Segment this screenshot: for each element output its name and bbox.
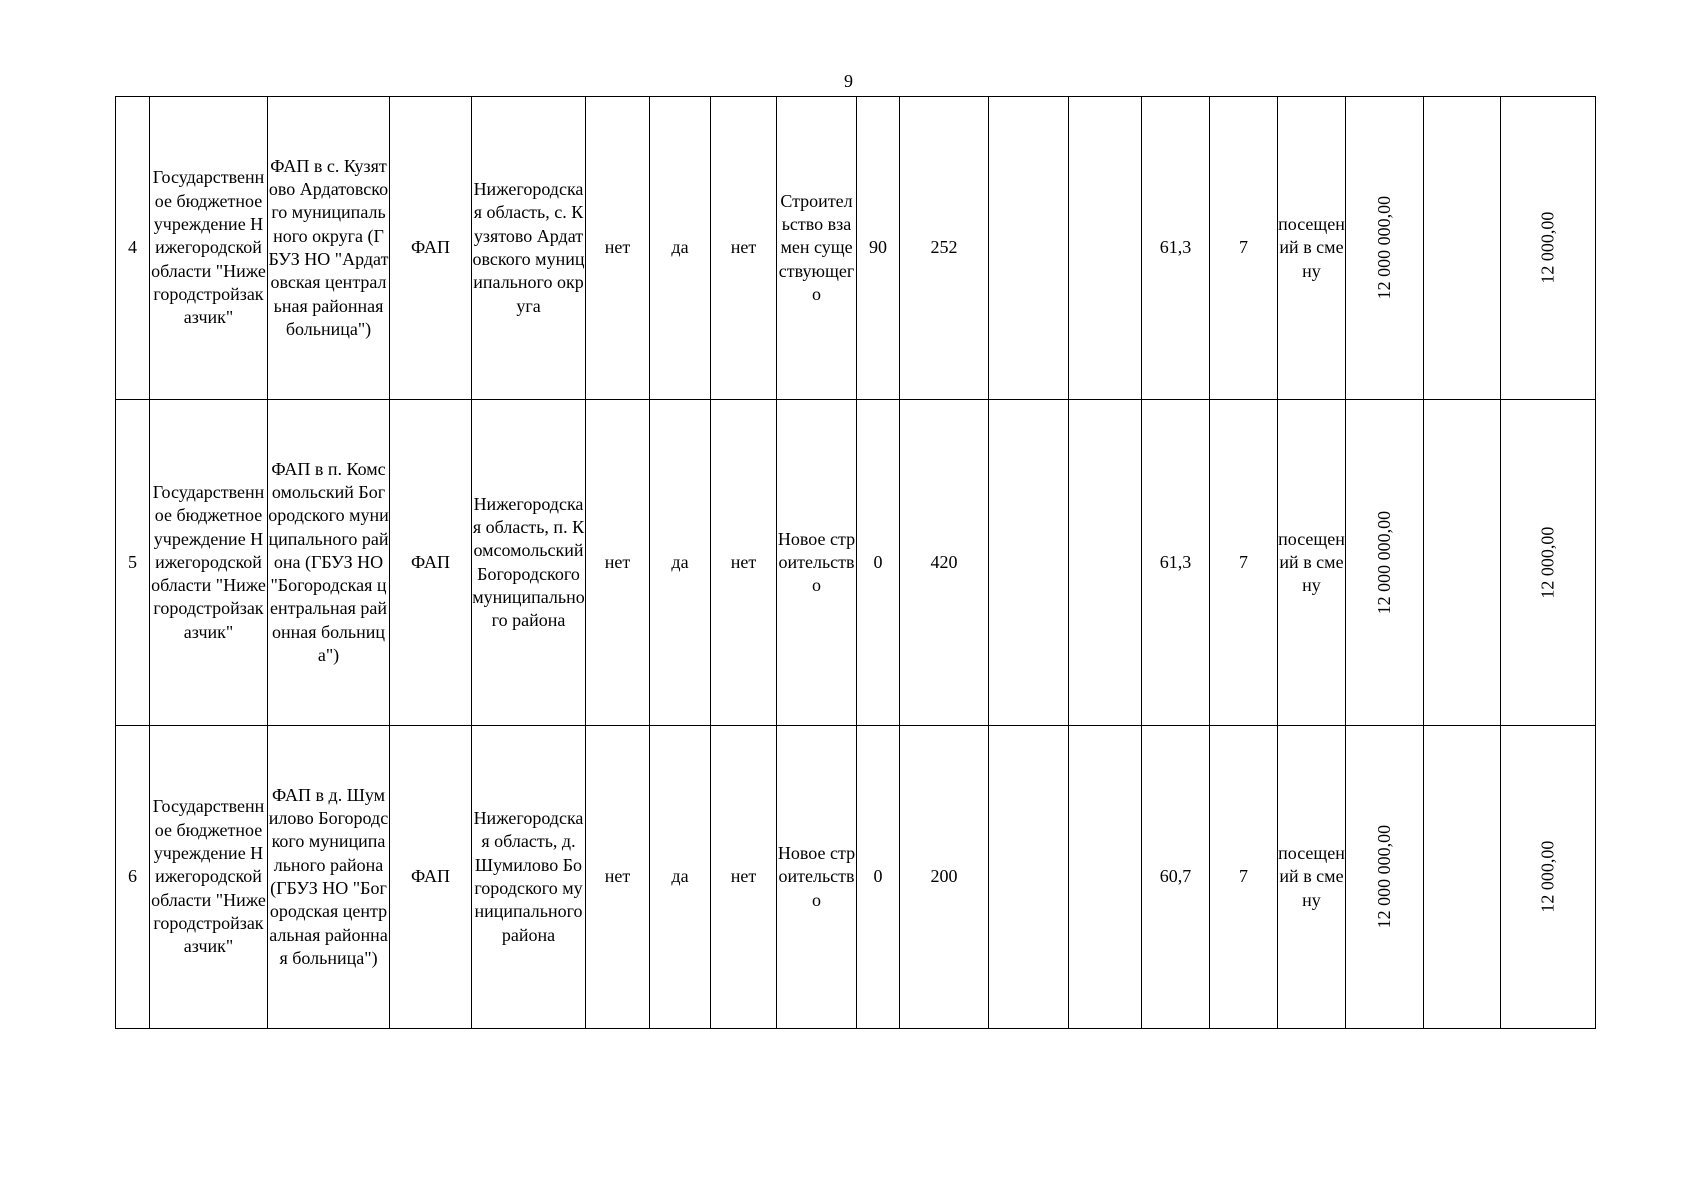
value-cell-2: 420 (900, 400, 989, 726)
table-row (116, 400, 1596, 726)
work-type-cell: Новое строительство (777, 726, 857, 1029)
amount2-text: 12 000,00 (1537, 211, 1558, 284)
amount2-cell (1501, 97, 1596, 400)
amount-text: 12 000 000,00 (1373, 825, 1394, 929)
amount2-text: 12 000,00 (1537, 526, 1558, 599)
amount2-text: 12 000,00 (1537, 840, 1558, 913)
facilities-table (115, 96, 1596, 1029)
unit-cell: посещений в смену (1278, 726, 1346, 1029)
work-type-cell: Новое строительство (777, 400, 857, 726)
unit-cell: посещений в смену (1278, 97, 1346, 400)
page-number: 9 (844, 71, 853, 91)
object-name-cell: ФАП в д. Шумилово Богородского муниципального района (ГБУЗ НО "Богородская центральная районная больница") (268, 726, 390, 1029)
object-type-cell: ФАП (390, 400, 472, 726)
table-row (116, 726, 1596, 1029)
flag-cell-3: нет (711, 97, 777, 400)
flag-cell-2: да (650, 400, 711, 726)
value-cell-2: 200 (900, 726, 989, 1029)
amount2-cell (1501, 726, 1596, 1029)
work-type-cell: Строительство взамен существующего (777, 97, 857, 400)
amount-cell (1346, 400, 1424, 726)
address-cell: Нижегородская область, п. Комсомольский Богородского муниципального района (472, 400, 586, 726)
row-number: 6 (116, 726, 150, 1029)
flag-cell-2: да (650, 97, 711, 400)
flag-cell-3: нет (711, 400, 777, 726)
address-cell: Нижегородская область, д. Шумилово Богородского муниципального района (472, 726, 586, 1029)
amount-cell (1346, 726, 1424, 1029)
empty-cell-3 (1424, 726, 1501, 1029)
empty-cell-2 (1069, 726, 1142, 1029)
address-cell: Нижегородская область, с. Кузятово Ардатовского муниципального округа (472, 97, 586, 400)
flag-cell-1: нет (586, 726, 650, 1029)
organization-cell: Государственное бюджетное учреждение Нижегородской области "Нижегородстройзаказчик" (150, 97, 268, 400)
value-cell-1: 90 (857, 97, 900, 400)
empty-cell-3 (1424, 400, 1501, 726)
flag-cell-1: нет (586, 400, 650, 726)
value-cell-2: 252 (900, 97, 989, 400)
row-number: 5 (116, 400, 150, 726)
object-name-cell: ФАП в п. Комсомольский Богородского муниципального района (ГБУЗ НО "Богородская центральная районная больница") (268, 400, 390, 726)
unit-cell: посещений в смену (1278, 400, 1346, 726)
value-cell-3: 61,3 (1142, 400, 1210, 726)
empty-cell-3 (1424, 97, 1501, 400)
value-cell-4: 7 (1210, 726, 1278, 1029)
organization-cell: Государственное бюджетное учреждение Нижегородской области "Нижегородстройзаказчик" (150, 400, 268, 726)
flag-cell-1: нет (586, 97, 650, 400)
empty-cell-1 (989, 97, 1069, 400)
value-cell-4: 7 (1210, 97, 1278, 400)
value-cell-4: 7 (1210, 400, 1278, 726)
empty-cell-2 (1069, 97, 1142, 400)
amount2-cell (1501, 400, 1596, 726)
amount-cell (1346, 97, 1424, 400)
object-type-cell: ФАП (390, 726, 472, 1029)
object-type-cell: ФАП (390, 97, 472, 400)
empty-cell-2 (1069, 400, 1142, 726)
table-row (116, 97, 1596, 400)
amount-text: 12 000 000,00 (1373, 510, 1394, 615)
value-cell-3: 61,3 (1142, 97, 1210, 400)
amount-text: 12 000 000,00 (1373, 196, 1394, 300)
value-cell-1: 0 (857, 400, 900, 726)
flag-cell-3: нет (711, 726, 777, 1029)
flag-cell-2: да (650, 726, 711, 1029)
object-name-cell: ФАП в с. Кузятово Ардатовского муниципального округа (ГБУЗ НО "Ардатовская центральная районная больница") (268, 97, 390, 400)
value-cell-1: 0 (857, 726, 900, 1029)
value-cell-3: 60,7 (1142, 726, 1210, 1029)
empty-cell-1 (989, 726, 1069, 1029)
organization-cell: Государственное бюджетное учреждение Нижегородской области "Нижегородстройзаказчик" (150, 726, 268, 1029)
empty-cell-1 (989, 400, 1069, 726)
row-number: 4 (116, 97, 150, 400)
